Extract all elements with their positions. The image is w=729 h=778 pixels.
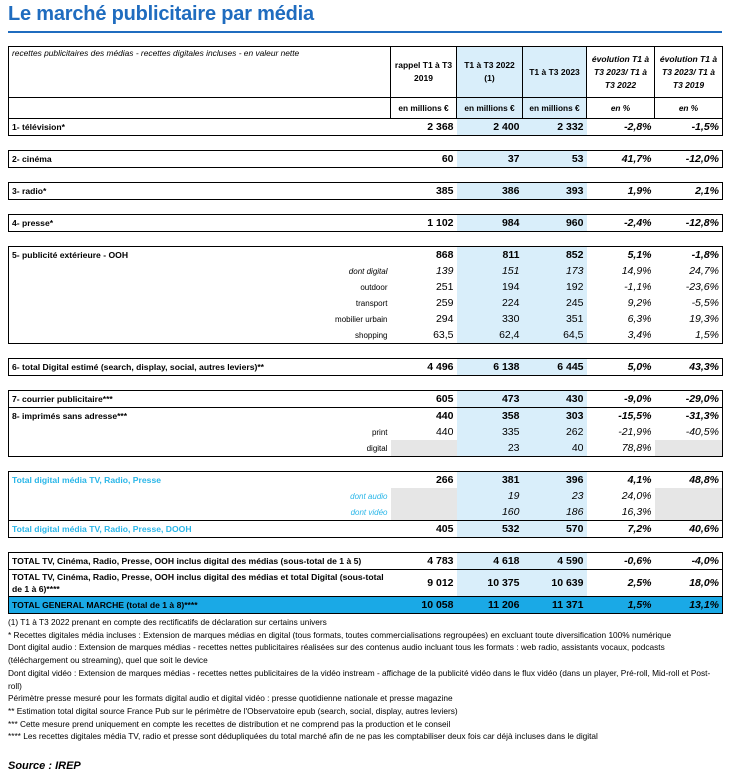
cell-2022: 4 618 <box>457 553 523 570</box>
cell-evol-2022: 1,9% <box>587 183 655 200</box>
unit-evol-2022: en % <box>587 98 655 119</box>
row-label: Total digital média TV, Radio, Presse, DOOH <box>9 521 391 538</box>
cell-2022: 11 206 <box>457 597 523 614</box>
cell-2023: 173 <box>523 263 587 279</box>
row-label: 8- imprimés sans adresse*** <box>9 408 391 425</box>
cell-2023: 570 <box>523 521 587 538</box>
cell-evol-2019 <box>655 440 723 457</box>
table-row <box>9 151 723 168</box>
table-row <box>9 488 723 504</box>
cell-2019: 139 <box>435 264 454 277</box>
row-label: print <box>9 424 391 440</box>
table-row <box>9 279 723 295</box>
cell-evol-2019: 13,1% <box>655 597 723 614</box>
cell-evol-2019: 40,6% <box>655 521 723 538</box>
cell-2019: 4 783 <box>391 553 457 570</box>
units-empty <box>9 98 391 119</box>
cell-evol-2022: -15,5% <box>587 408 655 425</box>
cell-evol-2022: -2,4% <box>587 215 655 232</box>
cell-evol-2019: -23,6% <box>655 279 723 295</box>
cell-evol-2022: 9,2% <box>627 296 652 309</box>
table-row <box>9 247 723 264</box>
footnote: * Recettes digitales média incluses : Extension de marques médias en digital (tous formats, toutes commercialisations regroupées) en excluant toute diversification 100% numérique <box>8 629 672 640</box>
cell-2019: 1 102 <box>391 215 457 232</box>
table-row <box>9 263 723 279</box>
table-row <box>9 359 723 376</box>
table-row <box>9 327 723 344</box>
cell-2019: 266 <box>391 472 457 489</box>
cell-2022: 37 <box>457 151 523 168</box>
cell-2023: 396 <box>523 472 587 489</box>
units-row <box>9 98 723 119</box>
cell-evol-2019: 19,3% <box>655 311 723 327</box>
cell-evol-2019 <box>655 504 723 521</box>
unit-2022: en millions € <box>457 98 523 119</box>
cell-evol-2022: 4,1% <box>587 472 655 489</box>
cell-evol-2022: 24,0% <box>621 489 652 502</box>
cell-evol-2019: -1,5% <box>655 119 723 136</box>
cell-2019: 440 <box>435 425 454 438</box>
cell-2023: 262 <box>523 424 587 440</box>
row-label: 1- télévision* <box>9 119 391 136</box>
footnotes <box>8 616 722 743</box>
cell-evol-2019: 24,7% <box>655 263 723 279</box>
cell-2022: 811 <box>457 247 523 264</box>
cell-2022: 473 <box>457 391 523 408</box>
row-label: 3- radio* <box>9 183 391 200</box>
row-label: 4- presse* <box>9 215 391 232</box>
header-2019: rappel T1 à T3 2019 <box>391 47 457 98</box>
cell-2023: 11 371 <box>523 597 587 614</box>
cell-2023: 10 639 <box>523 570 587 597</box>
cell-2023: 351 <box>523 311 587 327</box>
total-row <box>9 597 723 614</box>
cell-2019: 4 496 <box>391 359 457 376</box>
cell-2019: 605 <box>391 391 457 408</box>
cell-2019: 868 <box>391 247 457 264</box>
table-row <box>9 295 723 311</box>
cell-evol-2019: -5,5% <box>655 295 723 311</box>
cell-2019: 2 368 <box>391 119 457 136</box>
cell-2023: 303 <box>523 408 587 425</box>
cell-evol-2022: 6,3% <box>627 312 652 325</box>
cell-evol-2019: -12,0% <box>655 151 723 168</box>
row-label: digital <box>9 440 391 457</box>
cell-2022: 10 375 <box>457 570 523 597</box>
table-row <box>9 119 723 136</box>
cell-2023: 192 <box>523 279 587 295</box>
cell-2022: 194 <box>457 279 523 295</box>
cell-evol-2019 <box>655 488 723 504</box>
cell-evol-2022: 5,0% <box>587 359 655 376</box>
row-label: 7- courrier publicitaire*** <box>9 391 391 408</box>
cell-2022: 381 <box>457 472 523 489</box>
cell-2019 <box>391 504 457 521</box>
cell-evol-2022: 78,8% <box>587 440 655 457</box>
row-label: TOTAL TV, Cinéma, Radio, Presse, OOH inclus digital des médias (sous-total de 1 à 5) <box>9 553 391 570</box>
cell-evol-2019: -1,8% <box>655 247 723 264</box>
table-row <box>9 215 723 232</box>
cell-evol-2022: 1,5% <box>587 597 655 614</box>
cell-evol-2019: -4,0% <box>655 553 723 570</box>
row-label: Total digital média TV, Radio, Presse <box>9 472 391 489</box>
cell-evol-2019: 2,1% <box>655 183 723 200</box>
header-2023: T1 à T3 2023 <box>523 47 587 98</box>
row-label: mobilier urbain <box>9 311 391 327</box>
footnote: Dont digital vidéo : Extension de marques médias - recettes nettes publicitaires de la vidéo instream - affichage de la publicité vidéo dans le flux vidéo (dans un player, Pré-roll, Mid-roll et Post-roll) <box>8 667 711 691</box>
footnote: Dont digital audio : Extension de marques médias - recettes nettes publicitaires réalisées sur des contenus audio incluant tous les formats : web radio, assistants vocaux, podcasts (téléchargement ou streaming), quel que soit le device <box>8 642 665 666</box>
cell-2022: 160 <box>457 504 523 521</box>
table-row <box>9 570 723 597</box>
cell-evol-2019: 18,0% <box>655 570 723 597</box>
table-row <box>9 391 723 408</box>
footnote: ** Estimation total digital source France Pub sur le périmètre de l'Observatoire epub (search, social, display, autres leviers) <box>8 705 458 716</box>
header-evol-2022: évolution T1 à T3 2023/ T1 à T3 2022 <box>587 47 655 98</box>
unit-2023: en millions € <box>523 98 587 119</box>
row-label: outdoor <box>9 279 391 295</box>
cell-2023: 6 445 <box>523 359 587 376</box>
cell-2019 <box>391 440 457 457</box>
row-label: TOTAL GENERAL MARCHE (total de 1 à 8)**** <box>9 597 391 614</box>
footnote: Périmètre presse mesuré pour les formats digital audio et digital vidéo : presse quotidienne nationale et presse magazine <box>8 693 453 704</box>
table-row <box>9 311 723 327</box>
cell-2022: 23 <box>457 440 523 457</box>
cell-2023: 852 <box>523 247 587 264</box>
cell-2022: 532 <box>457 521 523 538</box>
cell-2022: 330 <box>457 311 523 327</box>
cell-2023: 2 332 <box>523 119 587 136</box>
page-title: Le marché publicitaire par média <box>8 3 314 25</box>
cell-2019: 10 058 <box>391 597 457 614</box>
cell-2022: 224 <box>457 295 523 311</box>
market-table <box>8 46 723 614</box>
cell-evol-2022: 7,2% <box>587 521 655 538</box>
cell-2019 <box>391 488 457 504</box>
cell-2023: 245 <box>523 295 587 311</box>
footnote: *** Cette mesure prend uniquement en compte les recettes de distribution et ne comprend pas la production et le conseil <box>8 718 451 729</box>
cell-2023: 960 <box>523 215 587 232</box>
row-label: transport <box>9 295 391 311</box>
row-label: 6- total Digital estimé (search, display, social, autres leviers)** <box>9 359 391 376</box>
cell-2022: 335 <box>457 424 523 440</box>
cell-2022: 2 400 <box>457 119 523 136</box>
cell-2019: 405 <box>391 521 457 538</box>
cell-evol-2019: -31,3% <box>655 408 723 425</box>
cell-evol-2019: 48,8% <box>655 472 723 489</box>
cell-evol-2022: -9,0% <box>587 391 655 408</box>
table-row <box>9 183 723 200</box>
cell-2022: 984 <box>457 215 523 232</box>
cell-evol-2022: 14,9% <box>621 264 652 277</box>
cell-evol-2022: -1,1% <box>624 280 652 293</box>
cell-2023: 40 <box>523 440 587 457</box>
row-label: dont digital <box>9 263 391 279</box>
cell-evol-2019: -40,5% <box>655 424 723 440</box>
cell-evol-2022: 2,5% <box>587 570 655 597</box>
cell-2019: 294 <box>435 312 454 325</box>
table-row <box>9 472 723 489</box>
cell-2022: 151 <box>457 263 523 279</box>
row-label: TOTAL TV, Cinéma, Radio, Presse, OOH inclus digital des médias et total Digital (sous-total de 1 à 6)**** <box>9 570 391 597</box>
cell-evol-2022: 5,1% <box>587 247 655 264</box>
table-row <box>9 504 723 521</box>
cell-2023: 393 <box>523 183 587 200</box>
cell-2022: 19 <box>457 488 523 504</box>
unit-evol-2019: en % <box>655 98 723 119</box>
cell-evol-2022: 3,4% <box>587 327 655 344</box>
cell-2019: 9 012 <box>391 570 457 597</box>
row-label: shopping <box>9 327 391 344</box>
cell-evol-2022: -21,9% <box>618 425 652 438</box>
row-label: 5- publicité extérieure - OOH <box>9 247 391 264</box>
title-underline <box>8 31 722 33</box>
header-description: recettes publicitaires des médias - recettes digitales incluses - en valeur nette <box>9 47 391 98</box>
cell-2022: 6 138 <box>457 359 523 376</box>
cell-evol-2019: -29,0% <box>655 391 723 408</box>
table-row <box>9 408 723 425</box>
cell-2019: 385 <box>391 183 457 200</box>
cell-2023: 64,5 <box>523 327 587 344</box>
cell-2022: 358 <box>457 408 523 425</box>
cell-2022: 62,4 <box>457 327 523 344</box>
table-row <box>9 424 723 440</box>
cell-2019: 259 <box>435 296 454 309</box>
table-row <box>9 521 723 538</box>
row-label: dont audio <box>9 488 391 504</box>
cell-evol-2022: 16,3% <box>621 505 652 518</box>
header-evol-2019: évolution T1 à T3 2023/ T1 à T3 2019 <box>655 47 723 98</box>
source-label: Source : IREP <box>8 760 81 772</box>
row-label: dont vidéo <box>9 504 391 521</box>
table-row <box>9 440 723 457</box>
cell-2019: 251 <box>435 280 454 293</box>
header-row <box>9 47 723 98</box>
cell-2019: 440 <box>391 408 457 425</box>
cell-evol-2019: -12,8% <box>655 215 723 232</box>
header-2022: T1 à T3 2022 (1) <box>457 47 523 98</box>
footnote: (1) T1 à T3 2022 prenant en compte des rectificatifs de déclaration sur certains univers <box>8 617 327 627</box>
cell-2023: 23 <box>523 488 587 504</box>
cell-evol-2022: -0,6% <box>587 553 655 570</box>
cell-2023: 430 <box>523 391 587 408</box>
cell-evol-2019: 1,5% <box>655 327 723 344</box>
cell-evol-2022: -2,8% <box>587 119 655 136</box>
cell-2019: 63,5 <box>391 327 457 344</box>
cell-evol-2022: 41,7% <box>587 151 655 168</box>
unit-2019: en millions € <box>391 98 457 119</box>
row-label: 2- cinéma <box>9 151 391 168</box>
cell-2019: 60 <box>391 151 457 168</box>
cell-2023: 4 590 <box>523 553 587 570</box>
cell-2023: 186 <box>523 504 587 521</box>
cell-2023: 53 <box>523 151 587 168</box>
cell-evol-2019: 43,3% <box>655 359 723 376</box>
cell-2022: 386 <box>457 183 523 200</box>
table-row <box>9 553 723 570</box>
footnote: **** Les recettes digitales média TV, radio et presse sont dédupliquées du total marché afin de ne pas les comptabiliser deux fois car déjà incluses dans le digital <box>8 731 598 742</box>
